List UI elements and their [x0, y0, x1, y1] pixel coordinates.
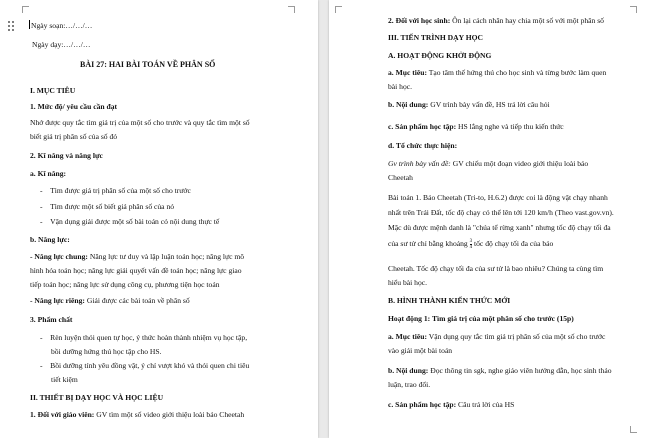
paragraph-line: [388, 159, 588, 168]
text-cursor: [29, 20, 30, 29]
list-item: - Bồi dưỡng tính yêu đồng vật, ý chí vượt khó và thói quen chi tiêu: [40, 361, 250, 370]
fraction-denominator: 4: [469, 245, 473, 250]
crop-mark-bottom-right: [630, 426, 637, 433]
page-left: [0, 0, 318, 438]
date-compose: Ngày soạn:…/…/…: [31, 21, 93, 30]
paragraph-line: tiết kiệm: [51, 375, 78, 384]
product-text: HS lắng nghe và tiếp thu kiến thức: [456, 122, 564, 131]
paragraph-line: [388, 16, 604, 25]
teacher-presents-label: Gv trình bày vấn đề:: [388, 159, 451, 168]
heading-new-knowledge: B. HÌNH THÀNH KIẾN THỨC MỚI: [388, 296, 511, 305]
list-item-text: Rèn luyện thói quen tự học, ý thức hoàn thành nhiệm vụ học tập,: [50, 333, 248, 342]
subheading-qualities: 3. Phẩm chất: [30, 315, 73, 324]
section-heading-equipment: II. THIẾT BỊ DẠY HỌC VÀ HỌC LIỆU: [30, 393, 164, 402]
page-right: [329, 0, 650, 438]
crop-mark-top-right: [288, 6, 295, 13]
paragraph-line: [388, 332, 605, 341]
paragraph-line: hình hóa toán học; năng lực giải quyết vấn đề toán học; năng lực giao: [30, 266, 242, 275]
teacher-presents-text: GV chiếu một đoạn video giới thiệu loài báo: [450, 159, 589, 168]
paragraph-line: Cheetah. Tốc độ chạy tối đa của sư tử là bao nhiêu? Chúng ta cùng tìm: [388, 264, 604, 273]
general-competency-text: Năng lực tư duy và lập luận toán học; năng lực mô: [87, 252, 245, 261]
paragraph-line: tiếp toán học; năng lực sử dụng công cụ, phương tiện học toán: [30, 280, 220, 289]
paragraph-line: nhất trên Trái Đất, tốc độ chạy có thể lên tới 120 km/h (Theo vast.gov.vn).: [388, 208, 614, 217]
list-item-text: Bồi dưỡng tính yêu đồng vật, ý chí vượt khó và thói quen chi tiêu: [50, 361, 250, 370]
specific-competency-text: Giải được các bài toán về phân số: [84, 296, 190, 305]
drag-handle-icon[interactable]: [8, 21, 16, 33]
objective-label: a. Mục tiêu:: [388, 332, 428, 341]
paragraph-line: [30, 296, 190, 305]
subheading-skills: 2. Kĩ năng và năng lực: [30, 151, 103, 160]
date-compose-line[interactable]: [29, 20, 92, 30]
paragraph-line: Cheetah: [388, 173, 413, 182]
objective-text: Vận dụng quy tắc tìm giá trị phân số của một số cho trước: [427, 332, 606, 341]
paragraph-line: bồi dưỡng hứng thú học tập cho HS.: [51, 347, 162, 356]
subheading-requirements: 1. Mức độ/ yêu cầu cần đạt: [30, 102, 118, 111]
paragraph-line: Mặc dù được mệnh danh là "chúa tể rừng xanh" nhưng tốc độ chạy tối đa: [388, 223, 611, 232]
product-text: Câu trả lời của HS: [456, 400, 515, 409]
paragraph-line: [388, 100, 550, 109]
text-span: của sư tử chỉ bằng khoảng: [388, 239, 470, 248]
list-item: - Vận dụng giải được một số bài toán có nội dung thực tế: [40, 217, 220, 226]
student-text: Ôn lại cách nhân hay chia một số với một phân số: [450, 16, 604, 25]
section-heading-objectives: I. MỤC TIÊU: [30, 86, 76, 95]
content-text: Đọc thông tin sgk, nghe giáo viên hướng dẫn, học sinh thảo: [428, 366, 612, 375]
label-competencies: b. Năng lực:: [30, 235, 70, 244]
fraction-numerator: 3: [469, 239, 473, 244]
list-item-text: Tìm được giá trị phân số của một số cho trước: [50, 186, 191, 195]
paragraph-line: [388, 122, 564, 131]
general-competency-label: - Năng lực chung:: [30, 252, 88, 261]
heading-activity-1: Hoạt động 1: Tìm giá trị của một phân số cho trước (15p): [388, 314, 574, 323]
paragraph-line: vào giải một bài toán: [388, 346, 453, 355]
lesson-title: BÀI 27: HAI BÀI TOÁN VỀ PHÂN SỐ: [80, 60, 216, 69]
content-text: GV trình bày vấn đề, HS trả lời câu hỏi: [428, 100, 550, 109]
section-heading-process: III. TIẾN TRÌNH DẠY HỌC: [388, 33, 484, 42]
heading-organization: d. Tổ chức thực hiện:: [388, 141, 458, 150]
date-teach: Ngày dạy:…/…/…: [32, 40, 91, 49]
list-item-text: Vận dụng giải được một số bài toán có nội dung thực tế: [50, 217, 220, 226]
paragraph-line: biết giá trị phân số của số đó: [30, 132, 118, 141]
list-item: - Tìm được một số biết giá phân số của nó: [40, 202, 175, 211]
objective-label: a. Mục tiêu:: [388, 68, 428, 77]
list-item: - Rèn luyện thói quen tự học, ý thức hoàn thành nhiệm vụ học tập,: [40, 333, 248, 342]
paragraph-line: [30, 252, 244, 261]
paragraph-line: [388, 366, 612, 375]
crop-mark-top-right: [630, 6, 637, 13]
heading-warmup: A. HOẠT ĐỘNG KHỞI ĐỘNG: [388, 51, 492, 60]
paragraph-line: bài học.: [388, 82, 413, 91]
crop-mark-top-left: [335, 6, 342, 13]
list-item-text: Tìm được một số biết giá phân số của nó: [50, 202, 175, 211]
content-label: b. Nội dung:: [388, 100, 429, 109]
paragraph-line: [388, 68, 606, 77]
paragraph-line: Nhớ được quy tắc tìm giá trị của một số cho trước và quy tắc tìm một số: [30, 118, 250, 127]
content-label: b. Nội dung:: [388, 366, 429, 375]
paragraph-line: hiểu bài học.: [388, 278, 428, 287]
objective-text: Tạo tâm thế hứng thú cho học sinh và từng bước làm quen: [427, 68, 607, 77]
teacher-label: 1. Đối với giáo viên:: [30, 410, 95, 419]
list-item: - Tìm được giá trị phân số của một số cho trước: [40, 186, 191, 195]
student-label: 2. Đối với học sinh:: [388, 16, 451, 25]
label-skills: a. Kĩ năng:: [30, 169, 67, 178]
product-label: c. Sản phẩm học tập:: [388, 122, 457, 131]
product-label: c. Sản phẩm học tập:: [388, 400, 457, 409]
paragraph-line: [388, 239, 553, 250]
crop-mark-top-left: [22, 6, 29, 13]
paragraph-line: Bài toán 1. Báo Cheetah (Tri-to, H.6.2) được coi là động vật chạy nhanh: [388, 193, 608, 202]
paragraph-line: [30, 410, 244, 419]
text-span: tốc độ chạy tối đa của báo: [472, 239, 554, 248]
paragraph-line: luận, trao đổi.: [388, 380, 431, 389]
specific-competency-label: - Năng lực riêng:: [30, 296, 85, 305]
teacher-text: GV tìm một số video giới thiệu loài báo Cheetah: [94, 410, 245, 419]
paragraph-line: [388, 400, 514, 409]
